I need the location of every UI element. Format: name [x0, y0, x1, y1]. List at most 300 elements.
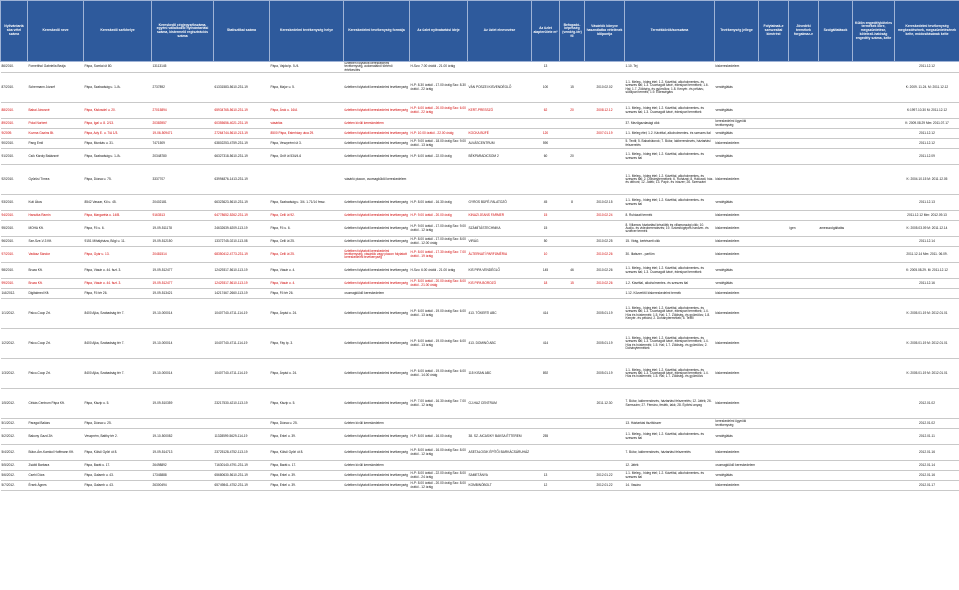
table-cell: 37. Mezőgazdasági cikk	[625, 119, 715, 129]
table-cell: 10407740-4711-114-19	[214, 329, 270, 359]
table-cell: 19-09-512477	[152, 263, 214, 279]
table-cell	[789, 165, 819, 195]
column-header: Befogadó-képesség (vendég-tér) fő	[560, 1, 585, 62]
table-cell: 95/2010.	[1, 221, 28, 237]
table-cell: H-P: 8.00 órától - 16.30 óráig	[410, 195, 468, 211]
table-cell	[853, 139, 895, 149]
table-cell: kereskedelmi ügynöki tevékenység	[715, 119, 759, 129]
table-cell: kiskereskedelem	[715, 445, 759, 461]
table-cell	[585, 62, 625, 73]
table-cell	[789, 129, 819, 139]
table-cell: 255	[532, 429, 560, 445]
table-cell	[585, 119, 625, 129]
table-cell	[789, 195, 819, 211]
table-cell	[585, 289, 625, 299]
table-cell: 2011.12.12	[895, 139, 959, 149]
table-cell: 2011.12.30	[585, 389, 625, 419]
table-cell: 12	[532, 481, 560, 491]
table-cell: 5. Textil; 5. Bababútorok; 7. Bútor, lakberendezés, háztartási felszerelés	[625, 139, 715, 149]
table-cell: Bútor-Ám-Kamkol Hoffmann Kft.	[28, 445, 84, 461]
table-cell	[819, 129, 853, 139]
table-cell	[853, 329, 895, 359]
table-cell: GYROS BÜFÉ-FALATOZÓ	[468, 195, 532, 211]
table-cell: Pápa, Szabadság u. 1./A.	[84, 73, 152, 103]
table-cell	[853, 471, 895, 481]
table-cell	[532, 389, 560, 419]
table-cell: 15	[532, 211, 560, 221]
table-cell: K: 2009.08.29 Mm: 2011.07.17	[895, 119, 959, 129]
table-cell: 2737892	[152, 73, 214, 103]
table-cell: 1.1. Meleg-, hideg étel; 1.2. Kávéital, alkoholmentes- és szeszes ital	[625, 471, 715, 481]
table-row	[1, 429, 959, 445]
table-cell: 2012.01.16	[895, 445, 959, 461]
table-cell: 63802253-4759-231-19	[214, 139, 270, 149]
table-cell: K: 2009. 11.24. M: 2011.12.12	[895, 73, 959, 103]
table-cell: 20481514	[152, 247, 214, 263]
table-cell: Pápa, Celli út 25.	[270, 237, 344, 247]
table-cell: 2011.12.12	[895, 129, 959, 139]
table-cell	[214, 62, 270, 73]
table-cell	[410, 289, 468, 299]
table-cell: 2012.01.22	[585, 481, 625, 491]
table-cell: kiskereskedelem	[715, 359, 759, 389]
table-cell: Pápa, Dózsa u. 25.	[84, 419, 152, 429]
table-cell: csomagküldő kereskedelem	[715, 461, 759, 471]
table-cell: H-P: 10.00 órától - 22.00 óráig	[410, 129, 468, 139]
table-cell: 93/2010.	[1, 195, 28, 211]
table-cell	[759, 419, 789, 429]
table-cell	[532, 445, 560, 461]
table-cell: 8	[560, 195, 585, 211]
table-cell: Pápa, Vajda tp. 5./4.	[270, 62, 344, 73]
table-row	[1, 73, 959, 103]
table-cell: Pápa, Fő u. 6.	[270, 221, 344, 237]
table-cell: KIS PIPA VENDÉGLŐ	[468, 263, 532, 279]
table-cell: 12429317-5610-113-19	[214, 279, 270, 289]
table-cell	[789, 471, 819, 481]
table-cell: 68350412-4773-231-19	[214, 247, 270, 263]
table-cell	[560, 119, 585, 129]
table-cell	[585, 221, 625, 237]
table-cell: 413. TÓKERTI ABC	[468, 299, 532, 329]
table-cell: kiskereskedelem	[715, 299, 759, 329]
table-cell	[759, 119, 789, 129]
table-cell: 8400 Ajka, Szabadság tér 7.	[84, 329, 152, 359]
table-cell	[532, 419, 560, 429]
table-cell	[759, 461, 789, 471]
table-cell: 1.1. Meleg-, hideg étel; 1.2. Kávéital, alkoholmentes- és szeszes ital	[625, 195, 715, 211]
table-cell: kiskereskedelem	[715, 221, 759, 237]
table-cell: Pápa, Külső Győri út 8.	[84, 445, 152, 461]
table-cell: H-Szo: 6.00 órától - 21.00 óráig	[410, 263, 468, 279]
table-cell: kiskereskedelem	[715, 289, 759, 299]
table-cell: 414	[532, 329, 560, 359]
table-cell	[532, 165, 560, 195]
table-cell: 61331583-5610-231-19	[214, 73, 270, 103]
table-cell	[468, 419, 532, 429]
table-cell: 45	[532, 195, 560, 211]
column-header: Jövedéki termékek forgalmaz-e	[789, 1, 819, 62]
table-cell: 63994876-1413-231-19	[214, 165, 270, 195]
table-cell: 3337707	[152, 165, 214, 195]
table-cell	[853, 211, 895, 221]
table-cell: üzletben folytatott kereskedelmi tevékenység	[344, 129, 410, 139]
table-cell	[585, 139, 625, 149]
table-cell: 5/5/2012.	[1, 461, 28, 471]
table-cell: 19-09-512150	[152, 237, 214, 247]
table-row	[1, 195, 959, 211]
table-cell: Csehi Dóra	[28, 471, 84, 481]
column-header: Folytatnak-e szeszesital kimérést	[759, 1, 789, 62]
table-cell: 13113145	[152, 62, 214, 73]
table-cell	[560, 445, 585, 461]
table-cell: 71630140-4791-231-19	[214, 461, 270, 471]
table-cell	[789, 461, 819, 471]
table-cell	[853, 247, 895, 263]
table-cell	[853, 195, 895, 211]
table-cell: Hanutka Ramin	[28, 211, 84, 221]
table-cell: Pápa, Erkel u. 39.	[270, 429, 344, 445]
table-row	[1, 329, 959, 359]
table-cell	[410, 119, 468, 129]
table-cell: H-P: 8.00 órától - 16.00 óráig Szo: 8.00 órától - 12 óráig	[410, 445, 468, 461]
table-cell	[560, 289, 585, 299]
table-cell	[853, 149, 895, 165]
table-cell	[759, 247, 789, 263]
table-cell: amesszolgáltatás	[819, 221, 853, 237]
table-cell	[759, 139, 789, 149]
table-cell	[819, 119, 853, 129]
table-cell	[819, 73, 853, 103]
table-cell: 10407740-4711-114-19	[214, 299, 270, 329]
table-row	[1, 289, 959, 299]
table-row	[1, 129, 959, 139]
table-cell	[853, 461, 895, 471]
table-cell	[532, 119, 560, 129]
table-cell: 414	[532, 299, 560, 329]
table-cell: vendéglátás	[715, 73, 759, 103]
table-cell	[819, 62, 853, 73]
table-cell	[789, 299, 819, 329]
table-cell	[152, 419, 214, 429]
table-cell	[560, 359, 585, 389]
table-cell: 2010.02.02	[585, 73, 625, 103]
table-cell: 65749841-4752-231-19	[214, 481, 270, 491]
table-cell	[853, 129, 895, 139]
table-cell: kiskereskedelem	[715, 481, 759, 491]
table-cell: 60355656-4021-231-19	[214, 119, 270, 129]
table-cell: Palco-Coop Zrt.	[28, 299, 84, 329]
table-cell	[759, 103, 789, 119]
table-cell: kiskereskedelem	[715, 139, 759, 149]
table-cell	[585, 165, 625, 195]
table-cell: KOMBINÓBOLT	[468, 481, 532, 491]
table-cell: ÁLTERNATÍ PARFÜMÉRIA	[468, 247, 532, 263]
table-cell: Pápa, Dózsa u. 75.	[84, 165, 152, 195]
table-cell: üzleten kívüli kereskedelem	[344, 419, 410, 429]
table-cell	[789, 149, 819, 165]
table-cell	[819, 211, 853, 221]
table-cell: Paragai Balázs	[28, 419, 84, 429]
table-cell: 2011.12.12 Mm: 2012.09.13	[895, 211, 959, 221]
table-cell	[468, 289, 532, 299]
table-cell: 9/2009.	[1, 129, 28, 139]
table-cell	[789, 247, 819, 263]
table-cell: VÁN POSZEI KISVENDÉGLŐ	[468, 73, 532, 103]
column-header: Statisztikai száma	[214, 1, 270, 62]
column-header: Az üzlet nyitvatartási ideje	[410, 1, 468, 62]
table-cell: 2010.02.26	[585, 263, 625, 279]
table-cell	[853, 359, 895, 389]
table-cell: 15. Virág, kertészeti cikk	[625, 237, 715, 247]
table-cell: 19-06-509471	[152, 129, 214, 139]
table-cell: 1.1. Meleg-, hideg étel; 1.2. Kávéital, alkoholmentes- és szeszes ital; 1.3. Csomagolt kávé, édesipari termékek; 1.4. Hús és hústermék; 1.5. Hal; 1.7. Zöldség- és gyümölcs; 1.8. Kenyér- és pékáru; 2. Dohánytermékek; 5. Textil	[625, 299, 715, 329]
table-cell: 8. Ruházati termék	[625, 211, 715, 221]
table-cell	[789, 211, 819, 221]
table-cell: SAMETÁNYA	[468, 471, 532, 481]
table-cell: 145	[532, 263, 560, 279]
table-cell: vendéglátás	[715, 263, 759, 279]
table-cell: Pápa, Kiszip u. 5.	[270, 389, 344, 419]
table-cell: KOCKA BÜFÉ	[468, 129, 532, 139]
table-cell: 8500 Pápa, Esterházy utca 29.	[270, 129, 344, 139]
table-cell: K: 2005.01.19 M: 2012.01.01	[895, 299, 959, 329]
table-cell: 5/2/2012.	[1, 429, 28, 445]
table-cell: 9151 Mihályháza, Bögi u. 11.	[84, 237, 152, 247]
table-cell: 15	[532, 221, 560, 237]
table-cell	[819, 139, 853, 149]
table-cell: 1/5/2012.	[1, 389, 28, 419]
table-cell	[585, 461, 625, 471]
table-cell: üzletben folytatott kereskedelmi tevékenység	[344, 195, 410, 211]
table-cell	[560, 329, 585, 359]
table-cell	[585, 419, 625, 429]
table-cell: üzleten kívüli kereskedelem	[344, 461, 410, 471]
table-cell: 94/2010.	[1, 211, 28, 221]
table-cell	[789, 445, 819, 461]
table-cell: Palco-Coop Zrt.	[28, 359, 84, 389]
table-cell: 14. Vasáru	[625, 481, 715, 491]
table-cell: 13372745-0210-113-08	[214, 237, 270, 247]
table-cell	[789, 119, 819, 129]
table-cell	[585, 429, 625, 445]
table-cell	[853, 165, 895, 195]
table-row	[1, 62, 959, 73]
table-cell: 2010.02.25	[585, 237, 625, 247]
table-cell: 20	[560, 149, 585, 165]
table-cell: ALVÁSCENTRUM	[468, 139, 532, 149]
table-cell	[789, 359, 819, 389]
table-cell: kiskereskedelem	[715, 329, 759, 359]
table-cell: 1.2. Kávéital, alkoholmentes- és szeszes ital	[625, 279, 715, 289]
table-cell	[853, 237, 895, 247]
table-cell: üzletben folytatott kereskedelmi tevékenység	[344, 73, 410, 103]
table-cell	[789, 389, 819, 419]
table-cell: 92/2010.	[1, 165, 28, 195]
table-cell: üzletben folytatott kereskedelmi tevékenység	[344, 211, 410, 221]
table-cell: üzletben folytatott kereskedelmi tevékenység	[344, 445, 410, 461]
table-cell: 18	[532, 279, 560, 289]
table-cell: 2005.01.19	[585, 299, 625, 329]
table-cell: Pápa, Vásár u. 44. fszt. 3.	[84, 263, 152, 279]
table-cell	[853, 481, 895, 491]
table-cell: 2010.02.26	[585, 279, 625, 289]
table-cell: vendéglátás	[715, 149, 759, 165]
table-cell	[853, 221, 895, 237]
table-cell: 20383957	[152, 119, 214, 129]
table-cell: H-P: 8.00 órától - 17.30 óráig Szo: 7.00 órától - 19 óráig	[410, 247, 468, 263]
table-cell: üzletben folytatott kereskedelmi tevékenység	[344, 471, 410, 481]
table-cell: H-P: 6.00 órától - 22.00 óráig	[410, 149, 468, 165]
table-cell: 27015894	[152, 103, 214, 119]
table-row	[1, 389, 959, 419]
table-cell	[759, 263, 789, 279]
table-cell: 8542 Vaszar, Kő u. 45.	[84, 195, 152, 211]
table-cell: 1.1. Meleg-, hideg étel; 1.2. Kávéital, alkoholmentes- és szeszes ital; 1.3. Csomagolt kávé, édesipari termékek	[625, 263, 715, 279]
table-cell	[853, 289, 895, 299]
table-cell: Gyürüsi Tímea	[28, 165, 84, 195]
table-cell: H-P: 8.00 órától - 20.00 óráig Szo: 8.00 órától - 12 óráig	[410, 481, 466, 489]
table-row	[1, 481, 959, 491]
table-row	[1, 419, 959, 429]
table-cell: üzletben folytatott kereskedelmi tevékenység	[344, 279, 410, 289]
table-cell	[789, 419, 819, 429]
table-cell: SZÁMÍTÁSTECHNIKA	[468, 221, 532, 237]
table-cell: kiskereskedelem	[715, 211, 759, 221]
table-cell	[468, 165, 532, 195]
table-cell: 2012.01.11	[895, 429, 959, 445]
table-cell: H-Szo: 7.00 órától - 21.00 óráig	[410, 62, 468, 73]
table-cell: vendéglátás	[715, 471, 759, 481]
table-cell: H-P: 8.00 órától - 16.00 óráig	[410, 429, 468, 445]
table-cell: üzletben folytatott kereskedelmi tevékenység	[344, 263, 410, 279]
table-cell: Pápa, Barát u. 17.	[270, 461, 344, 471]
table-cell	[819, 103, 853, 119]
column-header: Kereskedelmi tevékenység helye	[270, 1, 344, 62]
table-cell: 2007.01.19	[585, 129, 625, 139]
table-cell: 91/2010.	[1, 149, 28, 165]
table-cell	[819, 471, 853, 481]
table-cell: 1.1. Meleg étel; 1.2. Kávéital, alkoholmentes- és szeszes ital	[625, 129, 715, 139]
table-cell: ASETALOGIK ÉPÍTŐI BARKÁCSÁRUHÁZ	[468, 445, 532, 461]
table-cell: 9163513	[152, 211, 214, 221]
table-cell: Palco-Coop Zrt.	[28, 329, 84, 359]
table-cell: 1/A/2012.	[1, 289, 28, 299]
table-cell	[819, 247, 853, 263]
table-cell	[819, 299, 853, 329]
table-cell: 15	[560, 279, 585, 289]
column-header: Kereskedő székhelye	[84, 1, 152, 62]
table-cell: 2010.02.26	[585, 247, 625, 263]
table-cell: vendéglátás	[715, 129, 759, 139]
table-cell	[853, 429, 895, 445]
table-cell: 2011.12.14	[895, 237, 959, 247]
table-row	[1, 471, 959, 481]
table-cell: Pápa, Fő tér 26.	[270, 289, 344, 299]
table-cell	[853, 389, 895, 419]
table-cell	[853, 73, 895, 103]
table-cell: GJ-HAZ CENTRUM	[468, 389, 532, 419]
table-cell: 11328599-5629-114-19	[214, 429, 270, 445]
column-header: Az üzlet elnevezése	[468, 1, 532, 62]
table-cell: 2012.01.16	[895, 471, 959, 481]
table-cell: üzletben folytatott kereskedelmi tevékenység	[344, 299, 410, 329]
table-cell: 1.1. Meleg-, hideg étel; 1.2. Kávéital, alkoholmentes- és szeszes ital	[625, 149, 715, 165]
table-cell: kiskereskedelem	[715, 247, 759, 263]
table-cell: Pápa, Szabadság u. 3/4. 1.71/14 fmsz.	[270, 195, 344, 211]
table-cell	[560, 419, 585, 429]
table-cell: 8400 Ajka, Szabadság tér 7.	[84, 299, 152, 329]
column-header: Kereskedelmi tevékenység formája	[344, 1, 410, 62]
table-cell	[819, 481, 853, 491]
table-cell: csomagküldő kereskedelem	[344, 289, 410, 299]
table-cell: 19-09-511178	[152, 221, 214, 237]
table-cell	[759, 481, 789, 491]
table-cell	[560, 299, 585, 329]
table-cell: Pápa, Árpád u. 24.	[270, 299, 344, 329]
table-cell	[532, 289, 560, 299]
table-cell: 5/6/2012.	[1, 471, 28, 481]
table-cell	[819, 419, 853, 429]
table-row	[1, 103, 959, 119]
table-cell	[819, 329, 853, 359]
table-cell: 24632639-6209-113-19	[214, 221, 270, 237]
table-cell: 2011.12.14 Mm: 2011. 06.09.	[895, 247, 959, 263]
table-cell: Pápa, Ady E. u. 7/A 1/3.	[84, 129, 152, 139]
table-cell: üzletben folytatott kereskedelmi tevékenység	[344, 149, 410, 165]
table-cell: 1.1. Meleg-, hideg étel; 1.2. Kávéital, alkoholmentes- és szeszes ital; 1.3. Csomagolt kávé, édesipari termékek; 1.4. Hús és hústermék; 1.5. Hal; 1.7. Zöldség- és gyümölcs	[625, 359, 715, 389]
table-cell	[819, 289, 853, 299]
table-cell: 10407740-4711-114-19	[214, 359, 270, 389]
table-cell	[819, 165, 853, 195]
table-cell: H-P: 6.00 órától - 19.00 óráig Szo: 6.00 órától - 14.00 óráig	[410, 359, 468, 389]
table-cell	[560, 165, 585, 195]
table-cell: 20348780	[152, 149, 214, 165]
table-cell	[819, 195, 853, 211]
table-cell: 17345888	[152, 471, 214, 481]
table-cell: Pápa, Erkel u. 39.	[270, 471, 344, 481]
table-cell: K: 2005.08.29. M: 2011.12.12	[895, 263, 959, 279]
table-cell: 60	[532, 149, 560, 165]
column-header: Kereskedő neve	[28, 1, 84, 62]
table-cell: 5/7/2012.	[1, 481, 28, 491]
table-row	[1, 149, 959, 165]
table-cell: kiskereskedelem	[715, 389, 759, 419]
table-cell: Pápa, Munkás u. 31.	[84, 139, 152, 149]
table-cell: üzletben folytatott kereskedelmi tevékenység	[344, 237, 410, 247]
table-cell: üzletben folytatott kereskedelmi tevékenység	[344, 359, 410, 389]
table-cell: Pápa, Dózsa u. 25.	[270, 419, 344, 429]
table-cell	[410, 165, 468, 195]
table-row	[1, 299, 959, 329]
table-cell: H-P: 8.00 órától - 20.00 óráig Szo: 8.00 órától - 21.00 óráig	[410, 279, 466, 287]
table-cell: üzletben folytatott kereskedelmi tevékenység	[344, 481, 410, 491]
table-cell	[560, 247, 585, 263]
table-cell: 7471509	[152, 139, 214, 149]
table-cell: Kuti Ákos	[28, 195, 84, 211]
table-cell: üzletben folytatott kereskedelmi tevékenység	[344, 139, 410, 149]
table-cell	[759, 149, 789, 165]
table-cell: vásárló piacon, csomagküldő kereskedelem	[344, 165, 410, 195]
table-cell	[789, 289, 819, 299]
table-cell: 46	[560, 263, 585, 279]
table-cell: 19-09-510359	[152, 389, 214, 419]
table-cell: Sze-Sze-V-3 Kft.	[28, 237, 84, 247]
table-cell: H-P: 7.00 órától - 16.30 óráig Szo: 7.00 órától - 12 óráig	[410, 389, 468, 419]
table-cell: 14217467-2660-113-19	[214, 289, 270, 299]
table-cell: 90/2010.	[1, 139, 28, 149]
table-cell: Pápa, Kiszip u. 5.	[84, 389, 152, 419]
